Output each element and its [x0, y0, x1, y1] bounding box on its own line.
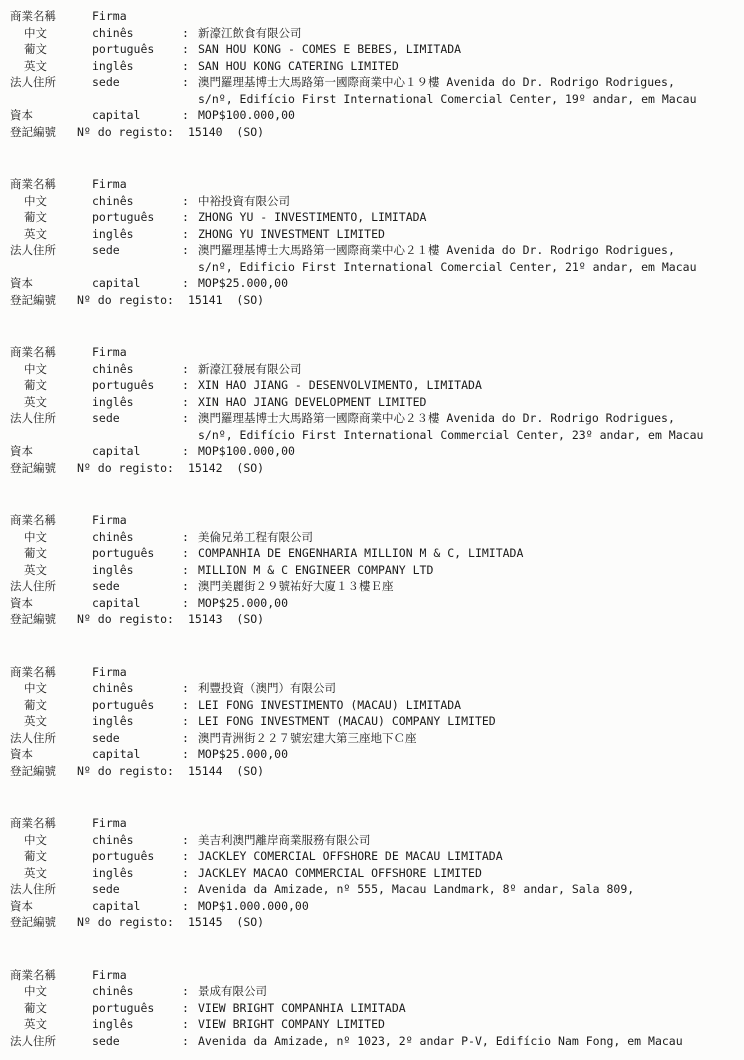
- capital-amount: MOP$25.000,00: [198, 276, 289, 290]
- capital-row: [10, 595, 738, 612]
- firma-label-pt: Firma: [92, 816, 127, 830]
- english-label-zh: 英文: [24, 58, 47, 73]
- registo-label-zh: 登記編號: [10, 460, 56, 475]
- firma-row: [10, 664, 738, 681]
- company-name-english: VIEW BRIGHT COMPANY LIMITED: [198, 1017, 385, 1031]
- english-label-pt: inglês: [92, 1017, 134, 1031]
- registo-label-pt: Nº do registo:: [77, 292, 174, 307]
- sede-label-zh: 法人住所: [10, 730, 56, 745]
- colon: :: [182, 1000, 189, 1015]
- colon: :: [182, 394, 189, 409]
- english-label-zh: 英文: [24, 1017, 47, 1031]
- company-name-portuguese: SAN HOU KONG - COMES E BEBES, LIMITADA: [198, 42, 462, 56]
- sede-row: [10, 578, 738, 595]
- registry-entry: [10, 512, 738, 628]
- chinese-label-pt: chinês: [92, 193, 134, 208]
- registered-address-line2: s/nº, Edifício First International Commercial Center, 23º andar, em Macau: [198, 427, 704, 442]
- sede-label-pt: sede: [92, 411, 120, 425]
- registered-address: 澳門羅理基博士大馬路第一國際商業中心１９樓 Avenida do Dr. Rodrigo Rodrigues,: [198, 75, 675, 89]
- firma-label-pt: Firma: [92, 513, 127, 527]
- chinese-name-row: [10, 529, 738, 546]
- colon: :: [182, 747, 189, 761]
- company-name-chinese: 景成有限公司: [198, 984, 267, 998]
- sede-label-zh: 法人住所: [10, 411, 56, 425]
- english-label-pt: inglês: [92, 865, 134, 880]
- portuguese-label-zh: 葡文: [24, 546, 47, 560]
- firma-row: [10, 8, 738, 25]
- portuguese-name-row: [10, 41, 738, 58]
- portuguese-name-row: [10, 377, 738, 394]
- colon: :: [182, 243, 189, 257]
- company-name-chinese: 新濠江發展有限公司: [198, 361, 302, 376]
- firma-label-pt: Firma: [92, 967, 127, 982]
- registered-address: 澳門羅理基博士大馬路第一國際商業中心２３樓 Avenida do Dr. Rodrigo Rodrigues,: [198, 411, 675, 425]
- chinese-name-row: [10, 25, 738, 42]
- company-name-portuguese: JACKLEY COMERCIAL OFFSHORE DE MACAU LIMITADA: [198, 849, 503, 863]
- sede-row: [10, 410, 738, 427]
- capital-label-zh: 資本: [10, 276, 33, 290]
- english-label-pt: inglês: [92, 58, 134, 73]
- capital-amount: MOP$25.000,00: [198, 747, 289, 761]
- chinese-label-zh: 中文: [24, 361, 47, 376]
- registered-address-line2: s/nº, Edificio First International Comercial Center, 21º andar, em Macau: [198, 259, 697, 274]
- company-name-portuguese: VIEW BRIGHT COMPANHIA LIMITADA: [198, 1000, 406, 1015]
- sede-continuation-row: [10, 427, 738, 444]
- chinese-label-zh: 中文: [24, 832, 47, 847]
- sede-label-pt: sede: [92, 243, 120, 257]
- english-name-row: [10, 394, 738, 411]
- chinese-label-pt: chinês: [92, 361, 134, 376]
- registo-row: [10, 460, 738, 477]
- colon: :: [182, 849, 189, 863]
- portuguese-name-row: [10, 697, 738, 714]
- registration-number: 15145 (SO): [187, 915, 265, 929]
- chinese-label-zh: 中文: [24, 25, 47, 40]
- portuguese-name-row: [10, 848, 738, 865]
- colon: :: [182, 411, 189, 425]
- company-name-portuguese: LEI FONG INVESTIMENTO (MACAU) LIMITADA: [198, 697, 462, 712]
- english-name-row: [10, 1016, 738, 1033]
- sede-row: [10, 881, 738, 898]
- chinese-label-pt: chinês: [92, 529, 134, 544]
- sede-label-pt: sede: [92, 1033, 120, 1048]
- capital-label-zh: 資本: [10, 108, 33, 122]
- capital-label-pt: capital: [92, 595, 141, 610]
- chinese-label-zh: 中文: [24, 984, 47, 998]
- registered-address-line2: s/nº, Edifício First International Comercial Center, 19º andar, em Macau: [198, 91, 697, 106]
- firma-label-zh: 商業名稱: [10, 816, 56, 830]
- registo-row: [10, 914, 738, 931]
- portuguese-name-row: [10, 209, 738, 226]
- colon: :: [182, 546, 189, 560]
- colon: :: [182, 898, 189, 913]
- portuguese-name-row: [10, 1000, 738, 1017]
- english-name-row: [10, 226, 738, 243]
- capital-row: [10, 443, 738, 460]
- registo-label-zh: 登記編號: [10, 612, 56, 626]
- registered-address: Avenida da Amizade, nº 1023, 2º andar P-V, Edifício Nam Fong, em Macau: [198, 1033, 683, 1048]
- chinese-label-pt: chinês: [92, 832, 134, 847]
- chinese-label-pt: chinês: [92, 681, 134, 695]
- registo-label-pt: Nº do registo:: [77, 612, 174, 626]
- sede-label-pt: sede: [92, 75, 120, 89]
- registry-entry: [10, 344, 738, 476]
- english-name-row: [10, 713, 738, 730]
- colon: :: [182, 378, 189, 392]
- company-name-english: SAN HOU KONG CATERING LIMITED: [198, 58, 399, 73]
- portuguese-label-pt: português: [92, 42, 155, 56]
- registo-label-zh: 登記編號: [10, 124, 56, 139]
- chinese-label-pt: chinês: [92, 25, 134, 40]
- english-label-pt: inglês: [92, 394, 134, 409]
- registered-address: 澳門羅理基博士大馬路第一國際商業中心２１樓 Avenida do Dr. Rodrigo Rodrigues,: [198, 243, 675, 257]
- colon: :: [182, 865, 189, 880]
- chinese-name-row: [10, 832, 738, 849]
- company-name-english: LEI FONG INVESTMENT (MACAU) COMPANY LIMITED: [198, 714, 496, 728]
- capital-label-zh: 資本: [10, 444, 33, 458]
- registo-label-pt: Nº do registo:: [77, 460, 174, 475]
- portuguese-label-pt: português: [92, 1000, 155, 1015]
- registration-number: 15143 (SO): [187, 612, 265, 626]
- sede-label-zh: 法人住所: [10, 882, 56, 896]
- registo-label-pt: Nº do registo:: [77, 915, 174, 929]
- colon: :: [182, 579, 189, 593]
- capital-amount: MOP$100.000,00: [198, 108, 295, 122]
- firma-label-zh: 商業名稱: [10, 513, 56, 527]
- chinese-label-zh: 中文: [24, 681, 47, 695]
- registration-number: 15141 (SO): [187, 292, 265, 307]
- firma-row: [10, 815, 738, 832]
- english-label-pt: inglês: [92, 226, 134, 241]
- registration-number: 15142 (SO): [187, 460, 265, 475]
- registo-label-pt: Nº do registo:: [77, 124, 174, 139]
- sede-label-zh: 法人住所: [10, 243, 56, 257]
- capital-label-zh: 資本: [10, 747, 33, 761]
- firma-row: [10, 344, 738, 361]
- capital-row: [10, 107, 738, 124]
- colon: :: [182, 730, 189, 745]
- sede-row: [10, 730, 738, 747]
- sede-label-zh: 法人住所: [10, 579, 56, 593]
- company-name-chinese: 新濠江飲食有限公司: [198, 25, 302, 40]
- chinese-label-pt: chinês: [92, 984, 134, 998]
- registo-row: [10, 763, 738, 780]
- company-name-english: XIN HAO JIANG DEVELOPMENT LIMITED: [198, 394, 427, 409]
- registo-row: [10, 292, 738, 309]
- registration-number: 15144 (SO): [187, 763, 265, 778]
- firma-row: [10, 176, 738, 193]
- firma-label-pt: Firma: [92, 177, 127, 191]
- portuguese-label-zh: 葡文: [24, 697, 47, 712]
- capital-amount: MOP$100.000,00: [198, 444, 295, 458]
- chinese-name-row: [10, 680, 738, 697]
- registry-entry: [10, 815, 738, 931]
- colon: :: [182, 681, 189, 695]
- colon: :: [182, 58, 189, 73]
- sede-continuation-row: [10, 91, 738, 108]
- colon: :: [182, 984, 189, 998]
- registered-address: 澳門美麗街２９號祐好大廈１３樓Ｅ座: [198, 579, 394, 593]
- portuguese-label-pt: português: [92, 697, 155, 712]
- english-label-zh: 英文: [24, 394, 47, 409]
- company-name-english: ZHONG YU INVESTMENT LIMITED: [198, 226, 385, 241]
- capital-label-zh: 資本: [10, 898, 33, 913]
- sede-label-pt: sede: [92, 579, 120, 593]
- company-name-english: MILLION M & C ENGINEER COMPANY LTD: [198, 562, 434, 577]
- company-name-chinese: 利豐投資（澳門）有限公司: [198, 681, 336, 695]
- sede-label-zh: 法人住所: [10, 75, 56, 89]
- colon: :: [182, 226, 189, 241]
- company-name-portuguese: ZHONG YU - INVESTIMENTO, LIMITADA: [198, 210, 427, 224]
- portuguese-name-row: [10, 545, 738, 562]
- colon: :: [182, 595, 189, 610]
- english-label-zh: 英文: [24, 714, 47, 728]
- colon: :: [182, 1017, 189, 1031]
- portuguese-label-zh: 葡文: [24, 849, 47, 863]
- chinese-name-row: [10, 193, 738, 210]
- firma-label-pt: Firma: [92, 664, 127, 679]
- sede-continuation-row: [10, 259, 738, 276]
- english-name-row: [10, 865, 738, 882]
- portuguese-label-pt: português: [92, 378, 155, 392]
- colon: :: [182, 193, 189, 208]
- chinese-name-row: [10, 983, 738, 1000]
- capital-row: [10, 275, 738, 292]
- registo-label-zh: 登記編號: [10, 915, 56, 929]
- portuguese-label-zh: 葡文: [24, 378, 47, 392]
- capital-label-pt: capital: [92, 276, 141, 290]
- company-name-english: JACKLEY MACAO COMMERCIAL OFFSHORE LIMITED: [198, 865, 482, 880]
- company-name-portuguese: COMPANHIA DE ENGENHARIA MILLION M & C, LIMITADA: [198, 546, 524, 560]
- portuguese-label-pt: português: [92, 210, 155, 224]
- chinese-name-row: [10, 361, 738, 378]
- registo-label-zh: 登記編號: [10, 763, 56, 778]
- colon: :: [182, 25, 189, 40]
- company-name-chinese: 美倫兄弟工程有限公司: [198, 529, 313, 544]
- colon: :: [182, 42, 189, 56]
- colon: :: [182, 832, 189, 847]
- english-label-pt: inglês: [92, 714, 134, 728]
- registry-entry: [10, 176, 738, 308]
- registry-entry: [10, 664, 738, 780]
- registration-number: 15140 (SO): [187, 124, 265, 139]
- sede-label-pt: sede: [92, 730, 120, 745]
- english-label-pt: inglês: [92, 562, 134, 577]
- firma-label-zh: 商業名稱: [10, 9, 56, 23]
- colon: :: [182, 1033, 189, 1048]
- colon: :: [182, 210, 189, 224]
- capital-label-zh: 資本: [10, 595, 33, 610]
- colon: :: [182, 75, 189, 89]
- portuguese-label-pt: português: [92, 849, 155, 863]
- english-label-zh: 英文: [24, 562, 47, 577]
- firma-label-zh: 商業名稱: [10, 664, 56, 679]
- colon: :: [182, 529, 189, 544]
- colon: :: [182, 444, 189, 458]
- english-name-row: [10, 562, 738, 579]
- portuguese-label-pt: português: [92, 546, 155, 560]
- sede-row: [10, 1033, 738, 1050]
- company-name-chinese: 美吉利澳門離岸商業服務有限公司: [198, 832, 371, 847]
- registered-address: Avenida da Amizade, nº 555, Macau Landmark, 8º andar, Sala 809,: [198, 882, 635, 896]
- portuguese-label-zh: 葡文: [24, 42, 47, 56]
- sede-row: [10, 74, 738, 91]
- english-label-zh: 英文: [24, 865, 47, 880]
- capital-amount: MOP$1.000.000,00: [198, 898, 309, 913]
- firma-label-zh: 商業名稱: [10, 967, 56, 982]
- portuguese-label-zh: 葡文: [24, 1000, 47, 1015]
- colon: :: [182, 361, 189, 376]
- capital-label-pt: capital: [92, 444, 141, 458]
- firma-label-zh: 商業名稱: [10, 345, 56, 359]
- registo-row: [10, 611, 738, 628]
- english-label-zh: 英文: [24, 226, 47, 241]
- colon: :: [182, 276, 189, 290]
- company-name-portuguese: XIN HAO JIANG - DESENVOLVIMENTO, LIMITADA: [198, 378, 482, 392]
- company-name-chinese: 中裕投資有限公司: [198, 193, 290, 208]
- capital-label-pt: capital: [92, 747, 141, 761]
- firma-row: [10, 967, 738, 984]
- english-name-row: [10, 58, 738, 75]
- firma-label-pt: Firma: [92, 9, 127, 23]
- sede-label-pt: sede: [92, 882, 120, 896]
- registry-entry: [10, 967, 738, 1050]
- colon: :: [182, 714, 189, 728]
- registo-label-zh: 登記編號: [10, 292, 56, 307]
- firma-row: [10, 512, 738, 529]
- firma-label-zh: 商業名稱: [10, 177, 56, 191]
- capital-label-pt: capital: [92, 108, 141, 122]
- colon: :: [182, 882, 189, 896]
- capital-amount: MOP$25.000,00: [198, 595, 289, 610]
- registo-label-pt: Nº do registo:: [77, 763, 174, 778]
- registry-entry: [10, 8, 738, 140]
- chinese-label-zh: 中文: [24, 529, 47, 544]
- capital-row: [10, 898, 738, 915]
- registered-address: 澳門青洲街２２７號宏建大第三座地下Ｃ座: [198, 730, 417, 745]
- colon: :: [182, 562, 189, 577]
- colon: :: [182, 108, 189, 122]
- portuguese-label-zh: 葡文: [24, 210, 47, 224]
- registo-row: [10, 124, 738, 141]
- sede-label-zh: 法人住所: [10, 1033, 56, 1048]
- firma-label-pt: Firma: [92, 345, 127, 359]
- capital-label-pt: capital: [92, 898, 141, 913]
- chinese-label-zh: 中文: [24, 193, 47, 208]
- capital-row: [10, 746, 738, 763]
- sede-row: [10, 242, 738, 259]
- colon: :: [182, 697, 189, 712]
